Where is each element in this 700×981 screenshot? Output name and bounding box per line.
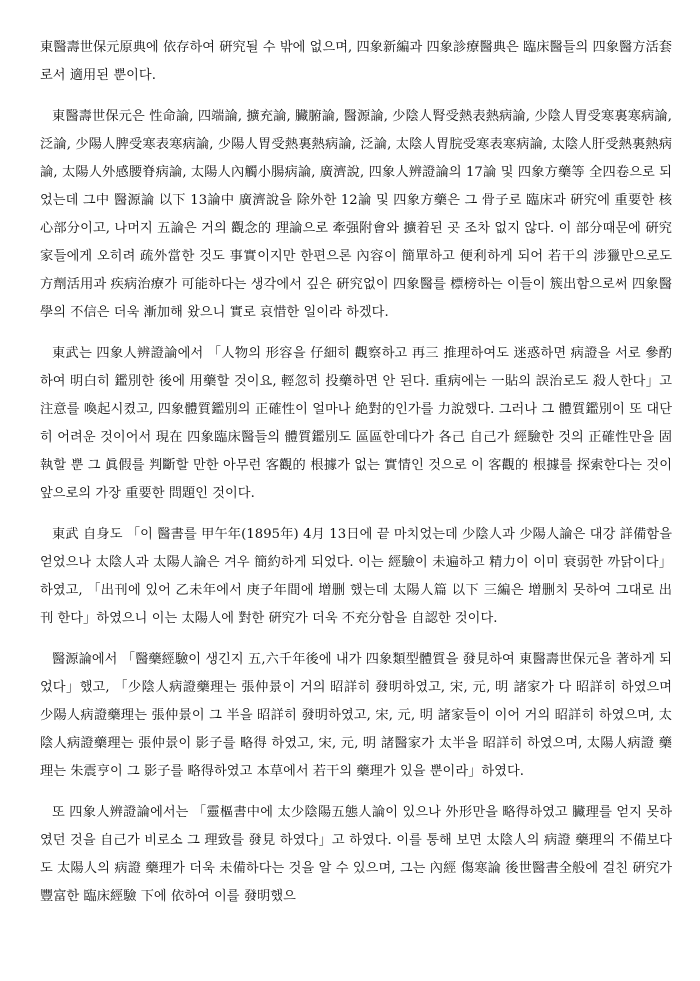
- paragraph-6: 또 四象人辨證論에서는 「靈樞書中에 太少陰陽五態人論이 있으나 外形만을 略得하였고 臟理를 얻지 못하였던 것을 自己가 비로소 그 理致를 發見 하였다」고 하였다. 이를 통해 보면 太陰人의 病證 藥理의 不備보다도 太陽人의 病證 藥理가 더욱 未備하다는 것을 알 수 있으며, 그는 內經 傷寒論 後世醫書全般에 걸친 硏究가 豐富한 臨床經驗 下에 依하여 이를 發明했으: [40, 805, 672, 904]
- paragraph-3: 東武는 四象人辨證論에서 「人物의 形容을 仔細히 觀察하고 再三 推理하여도 迷惑하면 病證을 서로 參酌하여 明白히 鑑別한 後에 用藥할 것이요, 輕忽히 投藥하면 안 된다. 重病에는 一貼의 誤治로도 殺人한다」고 注意를 喚起시켰고, 四象體質鑑別의 正確性이 얼마나 絶對的인가를 力說했다. 그러나 그 體質鑑別이 또 대단히 어려운 것이어서 現在 四象臨床醫들의 體質鑑別도 區區한데다가 各己 自己가 經驗한 것의 正確性만을 固執할 뿐 그 眞假를 判斷할 만한 아무런 客觀的 根據가 없는 實情인 것으로 이 客觀的 根據를 探索한다는 것이 앞으로의 가장 重要한 問題인 것이다.: [40, 346, 672, 501]
- paragraph-5: 醫源論에서 「醫藥經驗이 생긴지 五,六千年後에 내가 四象類型體質을 發見하여 東醫壽世保元을 著하게 되었다」했고, 「少陰人病證藥理는 張仲景이 거의 昭詳히 發明하였고, 宋, 元, 明 諸家가 다 昭詳히 하였으며 少陽人病證藥理는 張仲景이 그 半을 昭詳히 發明하였고, 宋, 元, 明 諸家들이 이어 거의 昭詳히 하였으며, 太陰人病證藥理는 張仲景이 影子를 略得 하였고, 宋, 元, 明 諸醫家가 太半을 昭詳히 하였으며, 太陽人病證 藥理는 朱震亨이 그 影子를 略得하였고 本草에서 若干의 藥理가 있을 뿐이라」하였다.: [40, 652, 672, 779]
- paragraph-2: 東醫壽世保元은 性命論, 四端論, 擴充論, 臟腑論, 醫源論, 少陰人腎受熱表熱病論, 少陰人胃受寒裏寒病論, 泛論, 少陽人脾受寒表寒病論, 少陽人胃受熱裏熱病論, 泛論, 太陰人胃脘受寒表寒病論, 太陰人肝受熱裏熱病論, 太陽人外感腰脊病論, 太陽人內觸小腸病論, 廣濟說, 四象人辨證論의 17論 및 四象方藥等 全四卷으로 되었는데 그中 醫源論 以下 13論中 廣濟說을 除外한 12論 및 四象方藥은 그 骨子로 臨床과 硏究에 重要한 核心部分이고, 나머지 五論은 거의 觀念的 理論으로 牽强附會와 擴着된 곳 조차 없지 않다. 이 部分때문에 硏究家들에게 오히려 疏外當한 것도 事實이지만 한편으론 內容이 簡單하고 便利하게 되어 若干의 涉獵만으로도 方劑活用과 疾病治療가 可能하다는 생각에서 깊은 硏究없이 四象醫를 標榜하는 이들이 簇出함으로써 四象醫學의 不信은 더욱 漸加해 왔으니 實로 哀惜한 일이라 하겠다.: [40, 109, 672, 320]
- paragraph-1: 東醫壽世保元原典에 依存하여 硏究될 수 밖에 없으며, 四象新編과 四象診療醫典은 臨床醫들의 四象醫方活套로서 適用된 뿐이다.: [40, 40, 672, 83]
- paragraph-4: 東武 自身도 「이 醫書를 甲午年(1895年) 4月 13日에 끝 마치었는데 少陰人과 少陽人論은 대강 詳備함을 얻었으나 太陰人과 太陽人論은 겨우 簡約하게 되었다. 이는 經驗이 未遍하고 精力이 이미 衰弱한 까닭이다」하였고, 「出刊에 있어 乙未年에서 庚子年間에 增删 했는데 太陽人篇 以下 三編은 增删치 못하여 그대로 出刊 한다」하였으니 이는 太陽人에 對한 硏究가 더욱 不充分함을 自認한 것이다.: [40, 527, 672, 626]
